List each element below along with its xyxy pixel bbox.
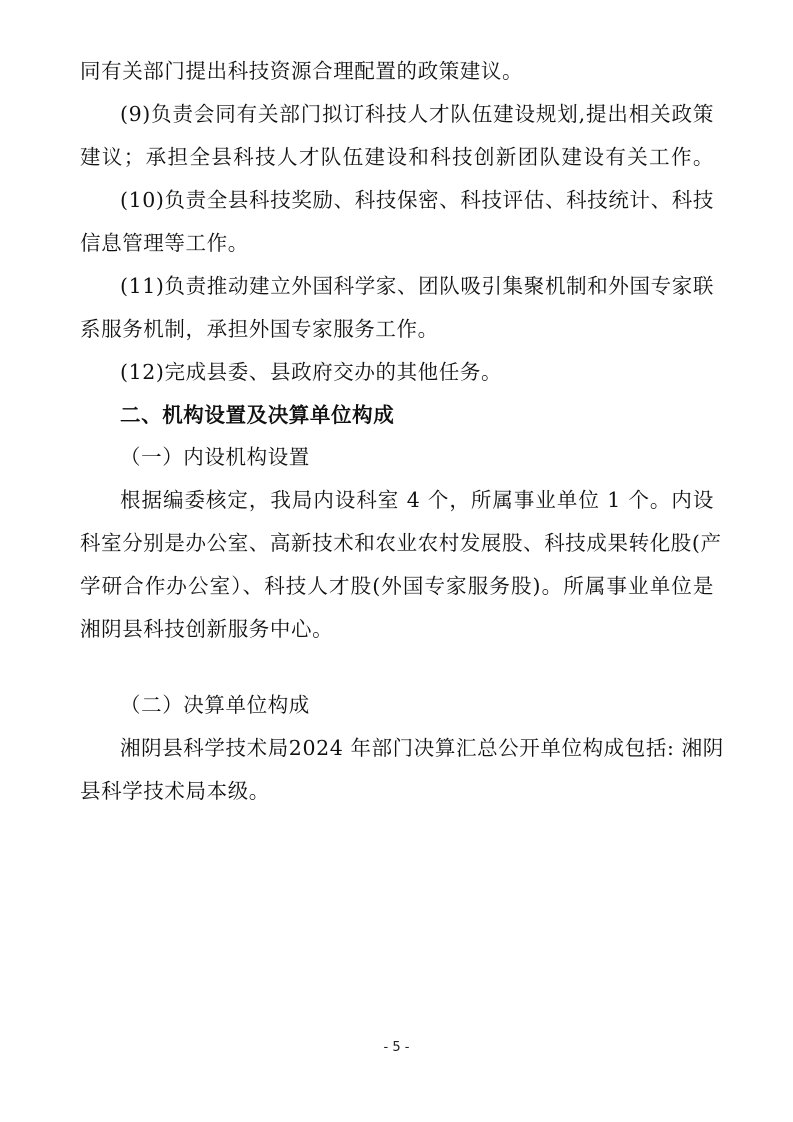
text-line: 系服务机制，承担外国专家服务工作。 bbox=[80, 317, 439, 341]
text-line: 科室分别是办公室、高新技术和农业农村发展股、科技成果转化股(产 bbox=[80, 531, 722, 555]
text-line: (11)负责推动建立外国科学家、团队吸引集聚机制和外国专家联 bbox=[120, 274, 714, 298]
subsection-heading: （一）内设机构设置 bbox=[120, 445, 310, 469]
text-line: 根据编委核定，我局内设科室 4 个，所属事业单位 1 个。内设 bbox=[120, 488, 714, 512]
subsection-heading: （二）决算单位构成 bbox=[120, 693, 310, 717]
text-line: 湘阴县科学技术局2024 年部门决算汇总公开单位构成包括: 湘阴 bbox=[120, 736, 724, 760]
section-heading: 二、机构设置及决算单位构成 bbox=[120, 403, 395, 427]
text-line: 湘阴县科技创新服务中心。 bbox=[80, 617, 334, 641]
text-line: 学研合作办公室）、科技人才股(外国专家服务股)。所属事业单位是 bbox=[80, 574, 714, 598]
text-line: 县科学技术局本级。 bbox=[80, 779, 270, 803]
page-number: - 5 - bbox=[383, 1040, 410, 1055]
text-line: (10)负责全县科技奖励、科技保密、科技评估、科技统计、科技 bbox=[120, 188, 714, 212]
text-line: (12)完成县委、县政府交办的其他任务。 bbox=[120, 360, 503, 384]
text-line: 信息管理等工作。 bbox=[80, 231, 249, 255]
text-line: 同有关部门提出科技资源合理配置的政策建议。 bbox=[80, 59, 524, 83]
text-line: 建议；承担全县科技人才队伍建设和科技创新团队建设有关工作。 bbox=[80, 145, 714, 169]
text-line: (9)负责会同有关部门拟订科技人才队伍建设规划,提出相关政策 bbox=[120, 102, 714, 126]
